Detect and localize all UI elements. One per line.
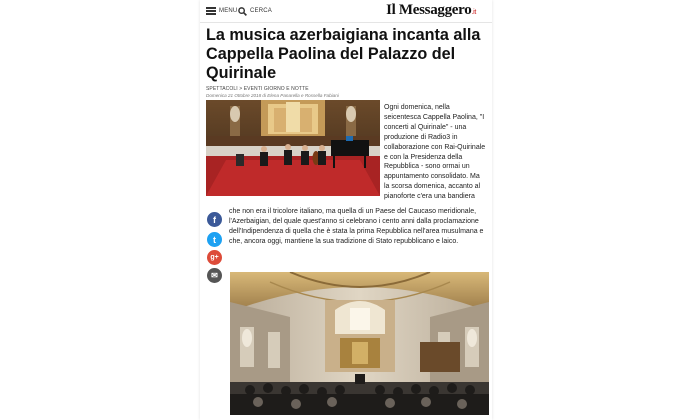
article-byline: Domenica 21 Ottobre 2018 di Elena Panarella e Rossella Fabiani bbox=[206, 93, 339, 98]
concert-photo bbox=[206, 100, 380, 196]
top-bar bbox=[200, 0, 492, 23]
article-intro: Ogni domenica, nella seicentesca Cappella Paolina, "I concerti al Quirinale" - una produzione di Radio3 in collaborazione con Rai-Quirinale e con la Presidenza della Repubblica - sono ormai un appuntamento consolidato. Ma la scorsa domenica, accanto al pianoforte c'era una bandiera bbox=[384, 104, 486, 201]
google-plus-icon: g+ bbox=[210, 254, 219, 261]
hamburger-icon bbox=[206, 7, 216, 15]
chapel-photo bbox=[230, 272, 489, 415]
share-email[interactable] bbox=[207, 268, 222, 283]
article-body: che non era il tricolore italiano, ma quella di un Paese del Caucaso meridionale, l'Azerbaigian, del quale quest'anno si celebrano i cento anni dalla proclamazione dell'Indipendenza di quella che è stata la prima Repubblica nell'area musulmana e che, ancora oggi, mantiene la sua tradizione di Stato repubblicano e laico. bbox=[229, 208, 484, 245]
logo-tld: .it bbox=[471, 9, 476, 16]
email-icon: ✉ bbox=[211, 271, 218, 280]
share-facebook[interactable] bbox=[207, 212, 222, 227]
share-twitter[interactable] bbox=[207, 232, 222, 247]
menu-button[interactable] bbox=[206, 5, 237, 17]
search-label: CERCA bbox=[250, 8, 273, 14]
article-title: La musica azerbaigiana incanta alla Cappella Paolina del Palazzo del Quirinale bbox=[206, 26, 481, 82]
share-google-plus[interactable] bbox=[207, 250, 222, 265]
site-logo[interactable] bbox=[386, 2, 476, 19]
logo-text: Il Messaggero bbox=[386, 2, 472, 18]
article-page bbox=[200, 0, 492, 420]
search-button[interactable] bbox=[238, 5, 272, 17]
menu-label: MENU bbox=[219, 8, 238, 14]
twitter-icon: t bbox=[213, 234, 216, 245]
search-icon bbox=[238, 7, 247, 16]
breadcrumb[interactable]: SPETTACOLI > EVENTI GIORNO E NOTTE bbox=[206, 86, 309, 92]
facebook-icon: f bbox=[213, 214, 216, 225]
